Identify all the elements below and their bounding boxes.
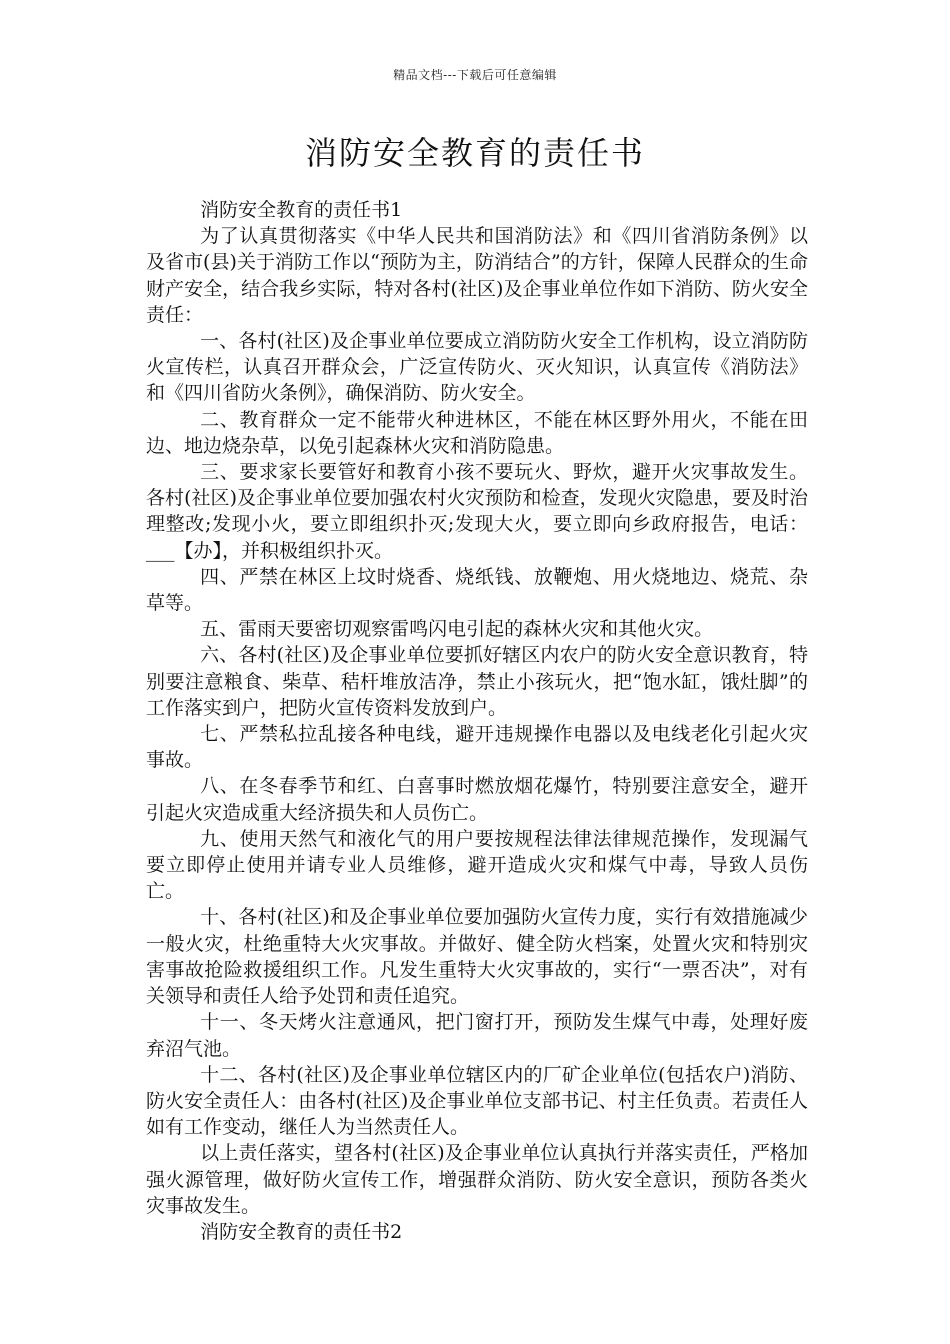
paragraph-item-8: 八、在冬春季节和红、白喜事时燃放烟花爆竹，特别要注意安全，避开引起火灾造成重大经济损失和人员伤亡。: [146, 775, 808, 824]
paragraph-item-9: 九、使用天然气和液化气的用户要按规程法律法律规范操作，发现漏气要立即停止使用并请专业人员维修，避开造成火灾和煤气中毒，导致人员伤亡。: [146, 827, 808, 903]
paragraph-item-2: 二、教育群众一定不能带火种进林区，不能在林区野外用火，不能在田边、地边烧杂草，以免引起森林火灾和消防隐患。: [146, 408, 808, 457]
paragraph-item-7: 七、严禁私拉乱接各种电线，避开违规操作电器以及电线老化引起火灾事故。: [146, 723, 808, 772]
document-title: 消防安全教育的责任书: [304, 134, 645, 172]
document-body: [146, 197, 808, 1245]
paragraph-item-6: 六、各村(社区)及企事业单位要抓好辖区内农户的防火安全意识教育，特别要注意粮食、柴草、秸杆堆放洁净，禁止小孩玩火，把“饱水缸，饿灶脚”的工作落实到户，把防火宣传资料发放到户。: [146, 644, 808, 719]
paragraph-item-1: 一、各村(社区)及企事业单位要成立消防防火安全工作机构，设立消防防火宣传栏，认真召开群众会，广泛宣传防火、灭火知识，认真宣传《消防法》和《四川省防火条例》，确保消防、防火安全。: [146, 330, 808, 405]
paragraph-item-3: 三、要求家长要管好和教育小孩不要玩火、野炊，避开火灾事故发生。各村(社区)及企事业单位要加强农村火灾预防和检查，发现火灾隐患，要及时治理整改;发现小火，要立即组织扑灭;发现大火，要立即向乡政府报告，电话：___【办】，并积极组织扑灭。: [146, 461, 808, 562]
paragraph-item-4: 四、严禁在林区上坟时烧香、烧纸钱、放鞭炮、用火烧地边、烧荒、杂草等。: [146, 565, 808, 615]
paragraph-item-10: 十、各村(社区)和及企事业单位要加强防火宣传力度，实行有效措施减少一般火灾，杜绝重特大火灾事故。并做好、健全防火档案，处置火灾和特别灾害事故抢险救援组织工作。凡发生重特大火灾事故的，实行“一票否决”，对有关领导和责任人给予处罚和责任追究。: [146, 906, 808, 1008]
section-heading-1: 消防安全教育的责任书1: [200, 199, 403, 221]
paragraph-intro: 为了认真贯彻落实《中华人民共和国消防法》和《四川省消防条例》以及省市(县)关于消防工作以“预防为主，防消结合”的方针，保障人民群众的生命财产安全，结合我乡实际，特对各村(社区)及企事业单位作如下消防、防火安全责任：: [146, 225, 808, 326]
paragraph-item-5: 五、雷雨天要密切观察雷鸣闪电引起的森林火灾和其他火灾。: [200, 618, 714, 641]
paragraph-closing: 以上责任落实，望各村(社区)及企事业单位认真执行并落实责任，严格加强火源管理，做好防火宣传工作，增强群众消防、防火安全意识，预防各类火灾事故发生。: [146, 1142, 808, 1217]
header-note: 精品文档---下载后可任意编辑: [393, 68, 557, 82]
paragraph-item-11: 十一、冬天烤火注意通风，把门窗打开，预防发生煤气中毒，处理好废弃沼气池。: [146, 1011, 808, 1060]
paragraph-item-12: 十二、各村(社区)及企事业单位辖区内的厂矿企业单位(包括农户)消防、防火安全责任人：由各村(社区)及企事业单位支部书记、村主任负责。若责任人如有工作变动，继任人为当然责任人。: [146, 1063, 808, 1139]
section-heading-2: 消防安全教育的责任书2: [200, 1220, 403, 1243]
